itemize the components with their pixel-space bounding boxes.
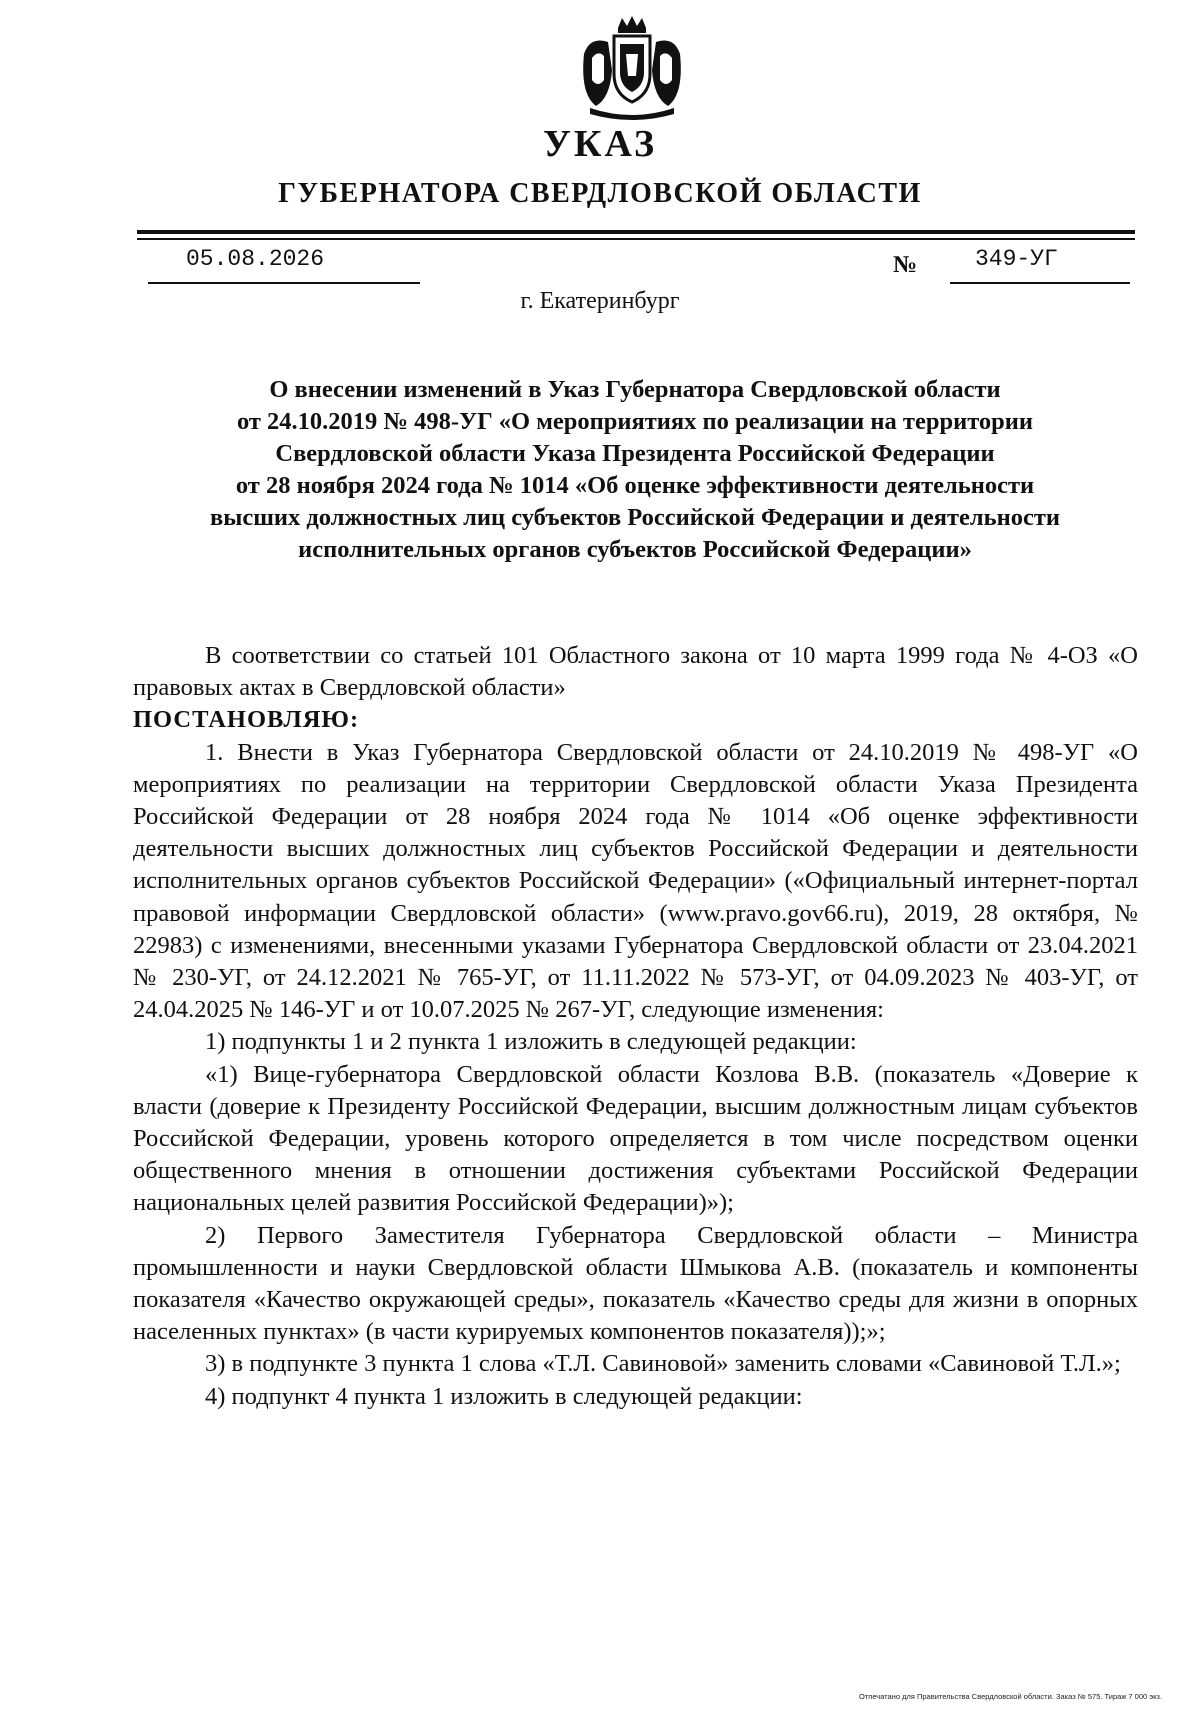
date-underline	[148, 282, 420, 284]
body-paragraph: 2) Первого Заместителя Губернатора Свердловской области – Министра промышленности и науки Свердловской области Шмыкова А.В. (показатель и компоненты показателя «Качество окружающей среды», показатель «Качество среды для жизни в опорных населенных пунктах» (в части курируемых компонентов показателя));»;	[133, 1221, 1138, 1346]
body-paragraph: 1) подпункты 1 и 2 пункта 1 изложить в следующей редакции:	[205, 1028, 857, 1056]
document-number: 349-УГ	[975, 246, 1058, 272]
header-rule-thick	[137, 230, 1135, 234]
body-paragraph: 1. Внести в Указ Губернатора Свердловской области от 24.10.2019 № 498-УГ «О мероприятиях по реализации на территории Свердловской области Указа Президента Российской Федерации от 28 ноября 2024 года № 1014 «Об оценке эффективности деятельности высших должностных лиц субъектов Российской Федерации и деятельности исполнительных органов субъектов Российской Федерации» («Официальный интернет-портал правовой информации Свердловской области» (www.pravo.gov66.ru), 2019, 28 октября, № 22983) с изменениями, внесенными указами Губернатора Свердловской области от 23.04.2021 № 230-УГ, от 24.12.2021 № 765-УГ, от 11.11.2022 № 573-УГ, от 04.09.2023 № 403-УГ, от 24.04.2025 № 146-УГ и от 10.07.2025 № 267-УГ, следующие изменения:	[133, 738, 1138, 1024]
decree-word: ПОСТАНОВЛЯЮ:	[133, 706, 360, 734]
body-paragraph: 4) подпункт 4 пункта 1 изложить в следующей редакции:	[205, 1382, 803, 1410]
document-body	[133, 640, 1138, 1413]
document-subtitle: ГУБЕРНАТОРА СВЕРДЛОВСКОЙ ОБЛАСТИ	[278, 178, 922, 209]
document-title: УКАЗ	[543, 123, 657, 165]
header-rule-thin	[137, 238, 1135, 240]
document-heading	[135, 374, 1135, 566]
heading-line: высших должностных лиц субъектов Российской Федерации и деятельности	[209, 504, 1061, 531]
number-sign: №	[893, 252, 918, 278]
heading-line: О внесении изменений в Указ Губернатора Свердловской области	[269, 376, 1001, 403]
document-date: 05.08.2026	[186, 246, 325, 272]
body-paragraph: «1) Вице-губернатора Свердловской области Козлова В.В. (показатель «Доверие к власти (доверие к Президенту Российской Федерации, высшим должностным лицам субъектов Российской Федерации, уровень которого определяется в том числе посредством оценки общественного мнения в отношении достижения субъектами Российской Федерации национальных целей развития Российской Федерации)»);	[133, 1060, 1138, 1217]
heading-line: исполнительных органов субъектов Российской Федерации»	[298, 536, 972, 563]
body-paragraph: 3) в подпункте 3 пункта 1 слова «Т.Л. Савиновой» заменить словами «Савиновой Т.Л.»;	[205, 1350, 1121, 1378]
number-underline	[950, 282, 1130, 284]
coat-of-arms-icon	[570, 14, 695, 124]
document-city: г. Екатеринбург	[520, 288, 680, 314]
preamble-paragraph: В соответствии со статьей 101 Областного закона от 10 марта 1999 года № 4-ОЗ «О правовых актах в Свердловской области»	[133, 642, 1138, 702]
heading-line: от 28 ноября 2024 года № 1014 «Об оценке эффективности деятельности	[235, 472, 1035, 499]
heading-line: от 24.10.2019 № 498-УГ «О мероприятиях по реализации на территории	[236, 408, 1034, 435]
heading-line: Свердловской области Указа Президента Российской Федерации	[275, 440, 995, 467]
print-footer: Отпечатано для Правительства Свердловской области. Заказ № 575. Тираж 7 000 экз.	[859, 1692, 1162, 1701]
